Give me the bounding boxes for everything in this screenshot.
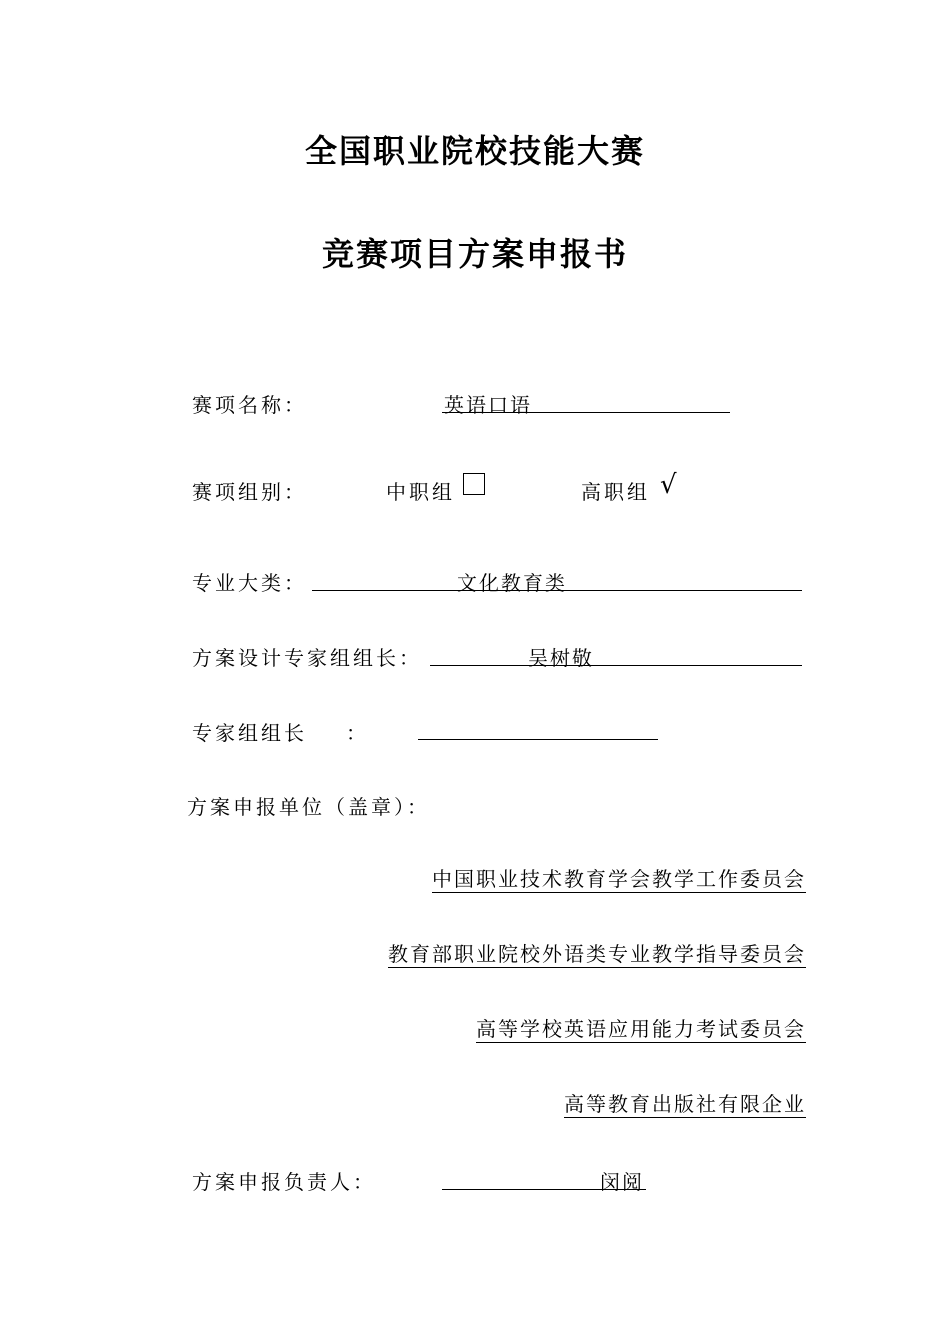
applying-unit-1: 中国职业技术教育学会教学工作委员会 [432, 867, 806, 891]
expert-leader-underline [418, 739, 658, 740]
person-in-charge-underline [442, 1189, 646, 1190]
design-leader-value: 吴树敬 [528, 646, 594, 670]
secondary-group-label: 中职组 [386, 480, 455, 504]
design-leader-underline [430, 665, 802, 666]
person-in-charge-value: 闵阅 [600, 1170, 644, 1194]
applying-units-label: 方案申报单位（盖章）： [187, 795, 430, 819]
event-group-label: 赛项组别： [192, 480, 307, 504]
major-category-label: 专业大类： [192, 571, 307, 595]
higher-group-checkmark: √ [660, 470, 677, 500]
design-leader-label: 方案设计专家组组长： [192, 646, 422, 670]
secondary-group-checkbox[interactable] [463, 473, 485, 495]
document-subtitle: 竞赛项目方案申报书 [321, 235, 628, 273]
event-name-value: 英语口语 [444, 393, 532, 417]
applying-unit-3: 高等学校英语应用能力考试委员会 [476, 1017, 806, 1041]
major-category-underline [312, 590, 802, 591]
person-in-charge-label: 方案申报负责人： [192, 1170, 376, 1194]
applying-unit-2: 教育部职业院校外语类专业教学指导委员会 [388, 942, 806, 966]
expert-leader-colon: ： [346, 721, 369, 745]
event-name-underline [442, 412, 730, 413]
major-category-value: 文化教育类 [457, 571, 567, 595]
applying-unit-4: 高等教育出版社有限企业 [564, 1092, 806, 1116]
event-name-label: 赛项名称： [192, 393, 307, 417]
higher-group-label: 高职组 [581, 480, 650, 504]
expert-leader-label: 专家组组长 [192, 721, 307, 745]
document-title: 全国职业院校技能大赛 [304, 132, 645, 170]
